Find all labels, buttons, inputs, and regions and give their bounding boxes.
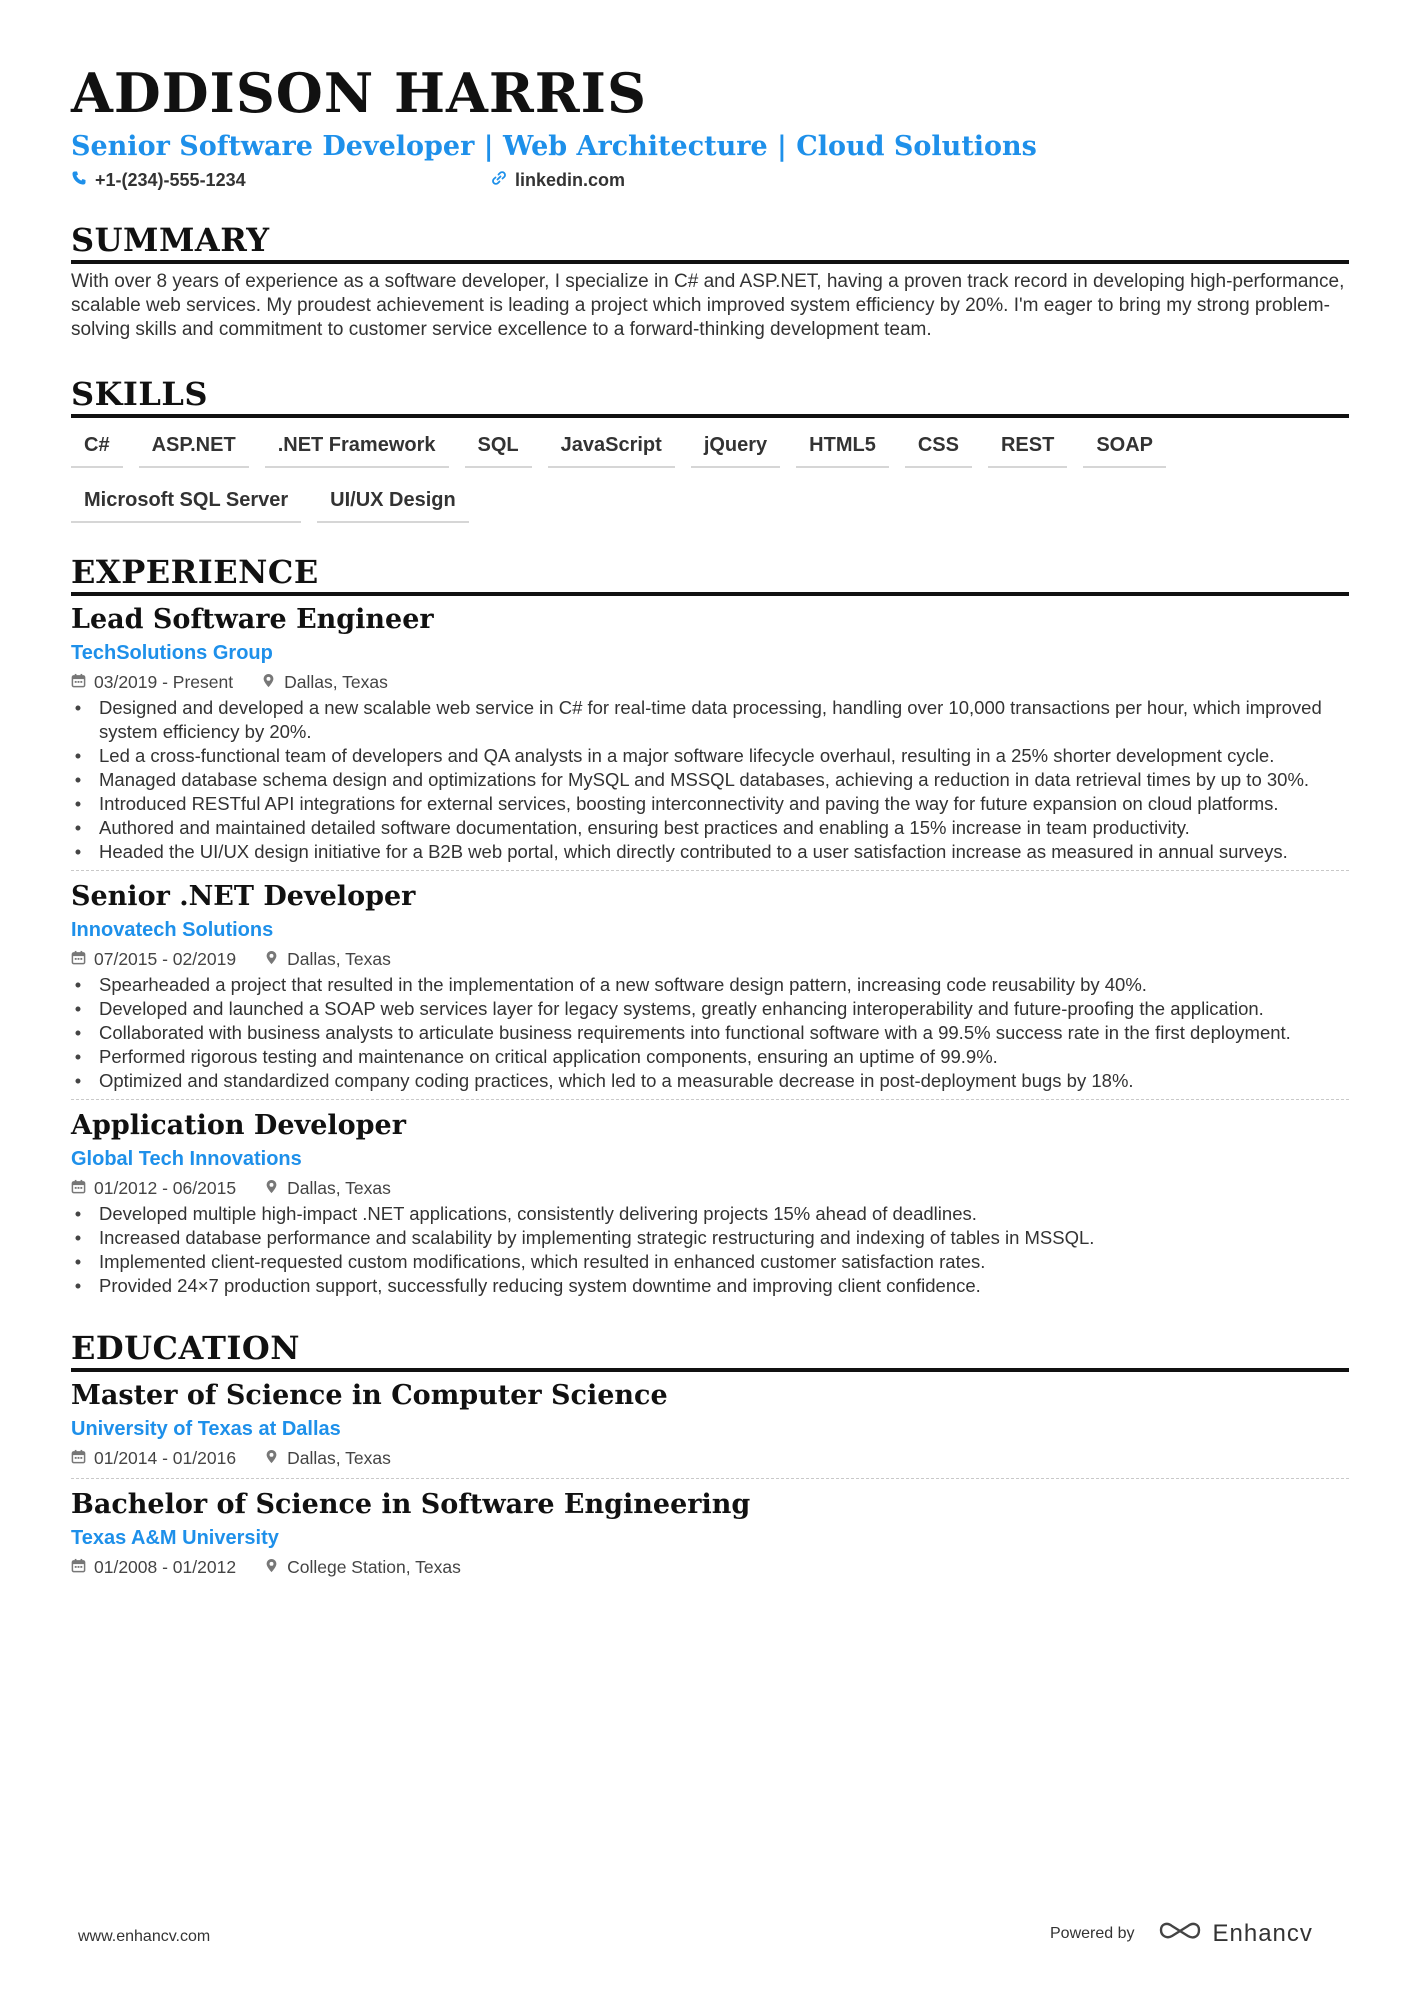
- skill-tag: Microsoft SQL Server: [71, 483, 301, 523]
- candidate-name: ADDISON HARRIS: [71, 61, 647, 125]
- calendar-icon: [71, 1174, 86, 1202]
- job-location: [261, 668, 388, 696]
- skill-tag: HTML5: [796, 428, 889, 468]
- brand-logo[interactable]: [1157, 1918, 1313, 1949]
- school-name: University of Texas at Dallas: [71, 1418, 341, 1440]
- education-entry: [71, 1487, 1349, 1581]
- job-location: [264, 945, 391, 973]
- list-item: • Performed rigorous testing and maintenance on critical application components, ensuring an uptime of 99.9%.: [99, 1045, 1349, 1069]
- job-entry: [71, 602, 1349, 864]
- job-entry: [71, 1108, 1349, 1298]
- section-divider: [71, 1368, 1349, 1372]
- job-location: [264, 1174, 391, 1202]
- experience-section: [71, 552, 1349, 1298]
- job-title: Application Developer: [71, 1110, 406, 1141]
- list-item: • Headed the UI/UX design initiative for a B2B web portal, which directly contributed to a user satisfaction increase as measured in annual surveys.: [99, 840, 1349, 864]
- company-name: TechSolutions Group: [71, 642, 273, 664]
- location-pin-icon: [264, 1174, 279, 1202]
- job-entry: [71, 879, 1349, 1093]
- list-item: • Collaborated with business analysts to articulate business requirements into functional software with a 99.5% success rate in the first deployment.: [99, 1021, 1349, 1045]
- powered-by-label: Powered by: [1050, 1924, 1135, 1942]
- job-title: Senior .NET Developer: [71, 881, 416, 912]
- job-location-text: Dallas, Texas: [287, 1178, 391, 1198]
- skill-tag: JavaScript: [548, 428, 675, 468]
- job-bullets: [71, 696, 1349, 864]
- job-location-text: Dallas, Texas: [287, 949, 391, 969]
- calendar-icon: [71, 945, 86, 973]
- education-location: [264, 1444, 391, 1472]
- skill-tag: jQuery: [691, 428, 780, 468]
- calendar-icon: [71, 1444, 86, 1472]
- job-meta: [71, 945, 1349, 973]
- list-item: • Spearheaded a project that resulted in the implementation of a new software design pattern, increasing code reusability by 40%.: [99, 973, 1349, 997]
- job-meta: [71, 668, 1349, 696]
- summary-section: [71, 220, 1349, 342]
- list-item: • Increased database performance and scalability by implementing strategic restructuring and indexing of tables in MSSQL.: [99, 1226, 1349, 1250]
- list-item: • Introduced RESTful API integrations for external services, boosting interconnectivity and paving the way for future expansion on cloud platforms.: [99, 792, 1349, 816]
- education-heading: EDUCATION: [71, 1329, 300, 1367]
- job-dates-text: 01/2012 - 06/2015: [94, 1178, 237, 1198]
- link-icon: [491, 170, 507, 191]
- footer-website[interactable]: www.enhancv.com: [78, 1928, 211, 1945]
- list-item: • Developed multiple high-impact .NET applications, consistently delivering projects 15% ahead of deadlines.: [99, 1202, 1349, 1226]
- contact-row: [71, 166, 1349, 194]
- summary-text: With over 8 years of experience as a software developer, I specialize in C# and ASP.NET, having a proven track record in developing high-performance, scalable web services. My proudest achievement is leading a project which improved system efficiency by 20%. I'm eager to bring my strong problem-solving skills and commitment to customer service excellence to a forward-thinking development team.: [71, 271, 1345, 340]
- company-name: Innovatech Solutions: [71, 919, 274, 941]
- job-dates: [71, 945, 236, 973]
- skills-section: [71, 374, 1349, 538]
- section-divider: [71, 260, 1349, 264]
- skill-tag: CSS: [905, 428, 972, 468]
- section-divider: [71, 414, 1349, 418]
- phone-contact[interactable]: [71, 170, 491, 191]
- skill-tag: C#: [71, 428, 123, 468]
- list-item: • Authored and maintained detailed software documentation, ensuring best practices and enabling a 15% increase in team productivity.: [99, 816, 1349, 840]
- school-name: Texas A&M University: [71, 1527, 279, 1549]
- enhancv-logo-icon: [1157, 1918, 1203, 1949]
- education-location-text: College Station, Texas: [287, 1557, 461, 1577]
- skills-heading: SKILLS: [71, 375, 208, 413]
- education-meta: [71, 1444, 1349, 1472]
- education-meta: [71, 1553, 1349, 1581]
- skill-tag: SQL: [465, 428, 532, 468]
- brand-name: Enhancv: [1212, 1919, 1313, 1947]
- company-name: Global Tech Innovations: [71, 1148, 302, 1170]
- education-dates: [71, 1553, 236, 1581]
- job-dates: [71, 1174, 236, 1202]
- degree-title: Master of Science in Computer Science: [71, 1380, 668, 1411]
- linkedin-contact[interactable]: [491, 170, 625, 191]
- job-bullets: [71, 973, 1349, 1093]
- education-dates-text: 01/2014 - 01/2016: [94, 1448, 237, 1468]
- job-dates-text: 07/2015 - 02/2019: [94, 949, 237, 969]
- skill-tag: ASP.NET: [139, 428, 249, 468]
- section-divider: [71, 592, 1349, 596]
- location-pin-icon: [264, 945, 279, 973]
- job-dates: [71, 668, 233, 696]
- job-dates-text: 03/2019 - Present: [94, 672, 234, 692]
- education-dates-text: 01/2008 - 01/2012: [94, 1557, 237, 1577]
- skill-tag: UI/UX Design: [317, 483, 469, 523]
- list-item: • Implemented client-requested custom modifications, which resulted in enhanced customer satisfaction rates.: [99, 1250, 1349, 1274]
- location-pin-icon: [264, 1444, 279, 1472]
- linkedin-link: linkedin.com: [515, 169, 626, 190]
- education-dates: [71, 1444, 236, 1472]
- education-entry: [71, 1378, 1349, 1472]
- experience-heading: EXPERIENCE: [71, 553, 319, 591]
- skill-tag: SOAP: [1083, 428, 1166, 468]
- calendar-icon: [71, 668, 86, 696]
- degree-title: Bachelor of Science in Software Engineering: [71, 1489, 751, 1520]
- job-title: Lead Software Engineer: [71, 604, 434, 635]
- list-item: • Managed database schema design and optimizations for MySQL and MSSQL databases, achieving a reduction in data retrieval times by up to 30%.: [99, 768, 1349, 792]
- list-item: • Designed and developed a new scalable web service in C# for real-time data processing, handling over 10,000 transactions per hour, which improved system efficiency by 20%.: [99, 696, 1349, 744]
- phone-number: +1-(234)-555-1234: [95, 169, 246, 190]
- phone-icon: [71, 170, 87, 191]
- location-pin-icon: [261, 668, 276, 696]
- location-pin-icon: [264, 1553, 279, 1581]
- candidate-title: Senior Software Developer | Web Architecture | Cloud Solutions: [71, 131, 1037, 162]
- entry-divider: [71, 870, 1349, 871]
- job-meta: [71, 1174, 1349, 1202]
- skill-tag: .NET Framework: [265, 428, 449, 468]
- entry-divider: [71, 1478, 1349, 1479]
- entry-divider: [71, 1099, 1349, 1100]
- resume-page: [71, 58, 1349, 1581]
- education-section: [71, 1328, 1349, 1581]
- list-item: • Developed and launched a SOAP web services layer for legacy systems, greatly enhancing interoperability and future-proofing the application.: [99, 997, 1349, 1021]
- summary-heading: SUMMARY: [71, 221, 270, 259]
- list-item: • Provided 24×7 production support, successfully reducing system downtime and improving client confidence.: [99, 1274, 1349, 1298]
- list-item: • Optimized and standardized company coding practices, which led to a measurable decrease in post-deployment bugs by 18%.: [99, 1069, 1349, 1093]
- skill-tag: REST: [988, 428, 1067, 468]
- job-bullets: [71, 1202, 1349, 1298]
- education-location-text: Dallas, Texas: [287, 1448, 391, 1468]
- job-location-text: Dallas, Texas: [284, 672, 388, 692]
- footer-branding: [1050, 1918, 1313, 1949]
- calendar-icon: [71, 1553, 86, 1581]
- skills-list: [71, 428, 1349, 538]
- list-item: • Led a cross-functional team of developers and QA analysts in a major software lifecycle overhaul, resulting in a 25% shorter development cycle.: [99, 744, 1349, 768]
- education-location: [264, 1553, 461, 1581]
